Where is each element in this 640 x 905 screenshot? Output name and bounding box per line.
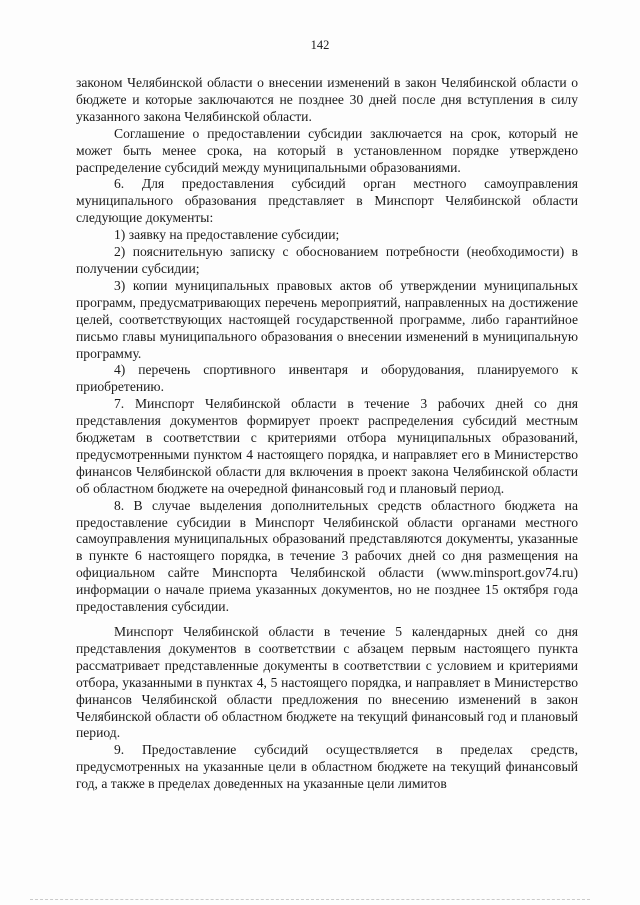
paragraph-agreement-term: Соглашение о предоставлении субсидии заключается на срок, который не может быть менее срока, на который в установленном порядке утверждено распределение субсидий между муниципальными образованиями. [76, 125, 578, 175]
list-item-2: 2) пояснительную записку с обоснованием потребности (необходимости) в получении субсидии; [76, 244, 578, 276]
list-item-3: 3) копии муниципальных правовых актов об утверждении муниципальных программ, предусматривающих перечень мероприятий, направленных на достижение целей, соответствующих настоящей государственной программе, либо гарантийное письмо главы муниципального образования о внесении изменений в муниципальную программу. [76, 277, 578, 361]
list-item-4: 4) перечень спортивного инвентаря и оборудования, планируемого к приобретению. [76, 362, 578, 395]
paragraph-item-9: 9. Предоставление субсидий осуществляется в пределах средств, предусмотренных на указанные цели в областном бюджете на текущий финансовый год, а также в пределах доведенных на указанные цели лимитов [76, 742, 578, 792]
paragraph-continuation: законом Челябинской области о внесении изменений в закон Челябинской области о бюджете и которые заключаются не позднее 30 дней после дня вступления в силу указанного закона Челябинской области. [76, 75, 578, 124]
list-item-1: 1) заявку на предоставление субсидии; [114, 227, 340, 243]
paragraph-item-6: 6. Для предоставления субсидий орган местного самоуправления муниципального образования представляет в Минспорт Челябинской области следующие документы: [76, 176, 578, 226]
document-body [76, 75, 578, 793]
page-number: 142 [310, 38, 330, 52]
paragraph-item-7: 7. Минспорт Челябинской области в течение 3 рабочих дней со дня представления документов формирует проект распределения субсидий местным бюджетам в соответствии с критериями отбора муниципальных образований, предусмотренными пунктом 4 настоящего порядка, и направляет его в Министерство финансов Челябинской области для включения в проект закона Челябинской области об областном бюджете на очередной финансовый год и плановый период. [76, 396, 578, 496]
scan-bottom-edge [30, 899, 590, 902]
paragraph-item-8: 8. В случае выделения дополнительных средств областного бюджета на предоставление субсидии в Минспорт Челябинской области органами местного самоуправления муниципальных образований представляются документы, указанные в пункте 6 настоящего порядка, в течение 3 рабочих дней со дня размещения на официальном сайте Минспорта Челябинской области (www.minsport.gov74.ru) информации о начале приема указанных документов, но не позднее 15 октября года предоставления субсидии. [76, 497, 578, 615]
paragraph-item-8-review: Минспорт Челябинской области в течение 5 календарных дней со дня представления документов в соответствии с абзацем первым настоящего пункта рассматривает представленные документы в соответствии с условием и критериями отбора, указанными в пунктах 4, 5 настоящего порядка, и направляет в Министерство финансов Челябинской области предложения по внесению изменений в закон Челябинской области об областном бюджете на текущий финансовый год и плановый период. [76, 624, 578, 741]
